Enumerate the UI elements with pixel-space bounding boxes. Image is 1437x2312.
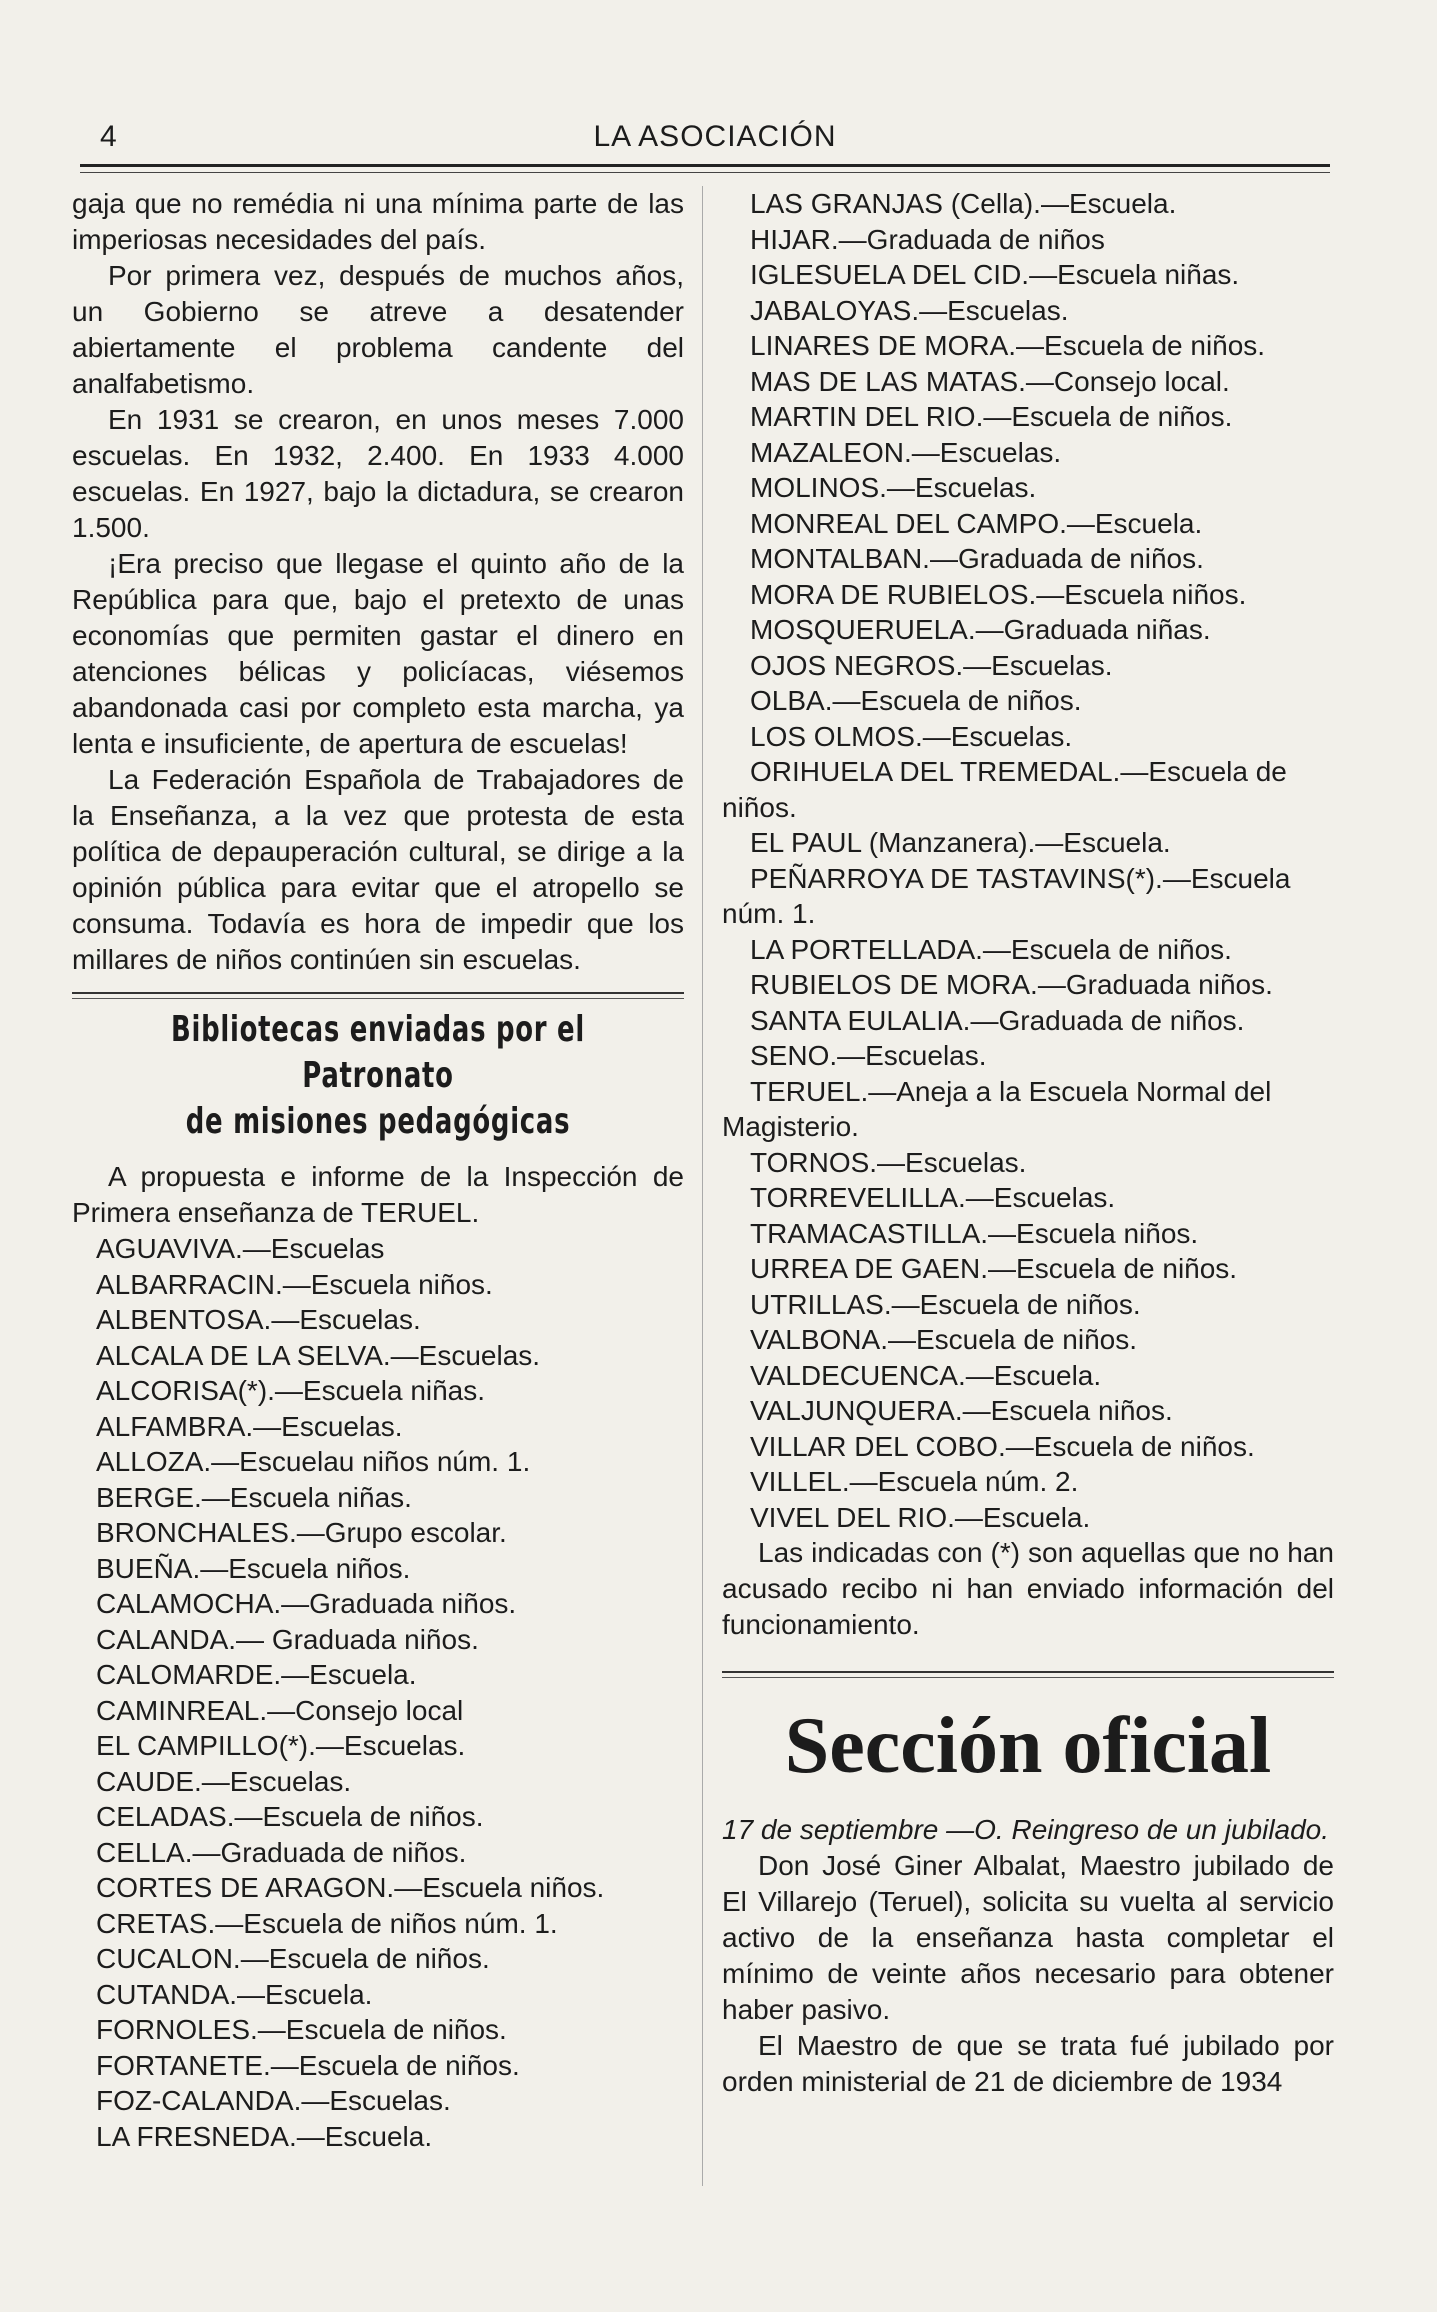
section-heading-line-1: Bibliotecas enviadas por el Patronato (171, 1009, 585, 1096)
list-item: MAS DE LAS MATAS.—Consejo local. (750, 365, 1230, 397)
list-item: LAS GRANJAS (Cella).—Escuela. (750, 188, 1177, 219)
section-heading-line-2: de misiones pedagógicas (185, 1101, 571, 1142)
list-item: ALFAMBRA.—Escuelas. (96, 1410, 403, 1442)
list-item: CAMINREAL.—Consejo local (96, 1694, 464, 1726)
list-item: SANTA EULALIA.—Graduada de niños. (750, 1004, 1245, 1036)
list-item: CAUDE.—Escuelas. (96, 1765, 352, 1797)
list-item: IGLESUELA DEL CID.—Escuela niñas. (750, 259, 1240, 290)
list-item: CRETAS.—Escuela de niños núm. 1. (96, 1907, 558, 1939)
list-item: OLBA.—Escuela de niños. (750, 685, 1082, 716)
list-item: SENO.—Escuelas. (750, 1040, 987, 1071)
list-item: UTRILLAS.—Escuela de niños. (750, 1288, 1141, 1320)
list-item: MOSQUERUELA.—Graduada niñas. (750, 614, 1211, 645)
list-item: FOZ-CALANDA.—Escuelas. (96, 2085, 451, 2116)
list-item: FORNOLES.—Escuela de niños. (96, 2014, 507, 2045)
list-item: ORIHUELA DEL TREMEDAL.—Escuela de niños. (722, 756, 1287, 823)
paragraph-continuation: gaja que no remédia ni una mínima parte de las imperiosas necesidades del país. (72, 188, 684, 255)
paragraph: Por primera vez, después de muchos años, un Gobierno se atreve a desatender abiertamente el problema candente del analfabetismo. (72, 260, 684, 399)
list-item: BERGE.—Escuela niñas. (96, 1481, 412, 1513)
list-item: OJOS NEGROS.—Escuelas. (750, 649, 1113, 681)
list-item: HIJAR.—Graduada de niños (750, 223, 1105, 255)
section-heading (158, 1007, 599, 1145)
list-item: CALANDA.— Graduada niños. (96, 1623, 479, 1655)
list-item: LINARES DE MORA.—Escuela de niños. (750, 330, 1266, 361)
list-item: TRAMACASTILLA.—Escuela niños. (750, 1217, 1199, 1249)
list-item: MONREAL DEL CAMPO.—Escuela. (750, 507, 1203, 539)
list-item: VALDECUENCA.—Escuela. (750, 1359, 1102, 1391)
list-item: VIVEL DEL RIO.—Escuela. (750, 1501, 1091, 1533)
list-item: CUTANDA.—Escuela. (96, 1978, 373, 2010)
list-item: AGUAVIVA.—Escuelas (96, 1233, 385, 1264)
list-item: URREA DE GAEN.—Escuela de niños. (750, 1253, 1238, 1284)
list-item: MOLINOS.—Escuelas. (750, 472, 1037, 503)
list-item: ALBENTOSA.—Escuelas. (96, 1304, 421, 1335)
list-item: VILLAR DEL COBO.—Escuela de niños. (750, 1430, 1255, 1462)
list-item: BRONCHALES.—Grupo escolar. (96, 1517, 507, 1548)
header-rule (80, 164, 1330, 167)
list-item: CALOMARDE.—Escuela. (96, 1659, 417, 1690)
list-item: VILLEL.—Escuela núm. 2. (750, 1466, 1079, 1497)
list-item: CALAMOCHA.—Graduada niños. (96, 1588, 517, 1619)
intro-paragraph: A propuesta e informe de la Inspección de Primera enseñanza de TERUEL. (72, 1161, 684, 1228)
list-item: CELLA.—Graduada de niños. (96, 1836, 467, 1868)
list-item: JABALOYAS.—Escuelas. (750, 294, 1069, 326)
paragraph: La Federación Española de Trabajadores de la Enseñanza, a la vez que protesta de esta política de depauperación cultural, se dirige a la opinión pública para evitar que el atropello se consuma. Todavía es hora de impedir que los millares de niños continúen sin escuelas. (72, 764, 684, 975)
list-item: ALBARRACIN.—Escuela niños. (96, 1268, 493, 1300)
paragraph: ¡Era preciso que llegase el quinto año de la República para que, bajo el pretexto de unas economías que permiten gastar el dinero en atenciones bélicas y policíacas, viésemos abandonada casi por completo esta marcha, ya lenta e insuficiente, de apertura de escuelas! (72, 548, 684, 759)
list-item: CORTES DE ARAGON.—Escuela niños. (96, 1872, 605, 1903)
list-item: MONTALBAN.—Graduada de niños. (750, 543, 1204, 574)
list-item: FORTANETE.—Escuela de niños. (96, 2049, 520, 2081)
list-item: VALJUNQUERA.—Escuela niños. (750, 1395, 1173, 1426)
notice-date-line: 17 de septiembre —O. Reingreso de un jubilado. (722, 1814, 1330, 1845)
list-item: ALCALA DE LA SELVA.—Escuelas. (96, 1339, 541, 1371)
library-list-right (722, 186, 1334, 1535)
paragraph: Don José Giner Albalat, Maestro jubilado de El Villarejo (Teruel), solicita su vuelta al servicio activo de la enseñanza hasta completar el mínimo de veinte años necesario para obtener haber pasivo. (722, 1850, 1334, 2025)
list-item: BUEÑA.—Escuela niños. (96, 1552, 411, 1584)
column-divider (702, 186, 703, 2186)
publication-title: LA ASOCIACIÓN (593, 120, 837, 153)
list-item: TERUEL.—Aneja a la Escuela Normal del Magisterio. (722, 1075, 1272, 1142)
list-item: LOS OLMOS.—Escuelas. (750, 720, 1073, 752)
list-item: EL CAMPILLO(*).—Escuelas. (96, 1730, 466, 1761)
library-list-left (72, 1231, 684, 2154)
list-item: LA FRESNEDA.—Escuela. (96, 2120, 433, 2152)
paragraph: En 1931 se crearon, en unos meses 7.000 escuelas. En 1932, 2.400. En 1933 4.000 escuelas. En 1927, bajo la dictadura, se crearon 1.500. (72, 404, 684, 543)
section-rule (72, 992, 684, 999)
list-item: MARTIN DEL RIO.—Escuela de niños. (750, 401, 1233, 432)
list-item: RUBIELOS DE MORA.—Graduada niños. (750, 969, 1273, 1000)
asterisk-note: Las indicadas con (*) son aquellas que no han acusado recibo ni han enviado información del funcionamiento. (722, 1537, 1334, 1640)
list-item: TORNOS.—Escuelas. (750, 1146, 1027, 1178)
page-number: 4 (100, 120, 117, 153)
section-title: Sección oficial (784, 1702, 1272, 1790)
list-item: LA PORTELLADA.—Escuela de niños. (750, 933, 1232, 965)
left-column (72, 186, 684, 2154)
right-column (722, 186, 1334, 2100)
header-rule-thin (80, 172, 1330, 173)
list-item: EL PAUL (Manzanera).—Escuela. (750, 827, 1171, 858)
list-item: ALLOZA.—Escuelau niños núm. 1. (96, 1446, 531, 1477)
list-item: TORREVELILLA.—Escuelas. (750, 1182, 1116, 1213)
list-item: CUCALON.—Escuela de niños. (96, 1943, 490, 1974)
list-item: CELADAS.—Escuela de niños. (96, 1801, 484, 1832)
list-item: MAZALEON.—Escuelas. (750, 436, 1062, 468)
paragraph: El Maestro de que se trata fué jubilado por orden ministerial de 21 de diciembre de 1934 (722, 2030, 1334, 2097)
list-item: PEÑARROYA DE TASTAVINS(*).—Escuela núm. 1. (722, 862, 1291, 929)
list-item: VALBONA.—Escuela de niños. (750, 1324, 1138, 1355)
list-item: MORA DE RUBIELOS.—Escuela niños. (750, 578, 1247, 610)
page-header (100, 112, 1330, 160)
list-item: ALCORISA(*).—Escuela niñas. (96, 1375, 486, 1406)
section-rule (722, 1671, 1334, 1678)
